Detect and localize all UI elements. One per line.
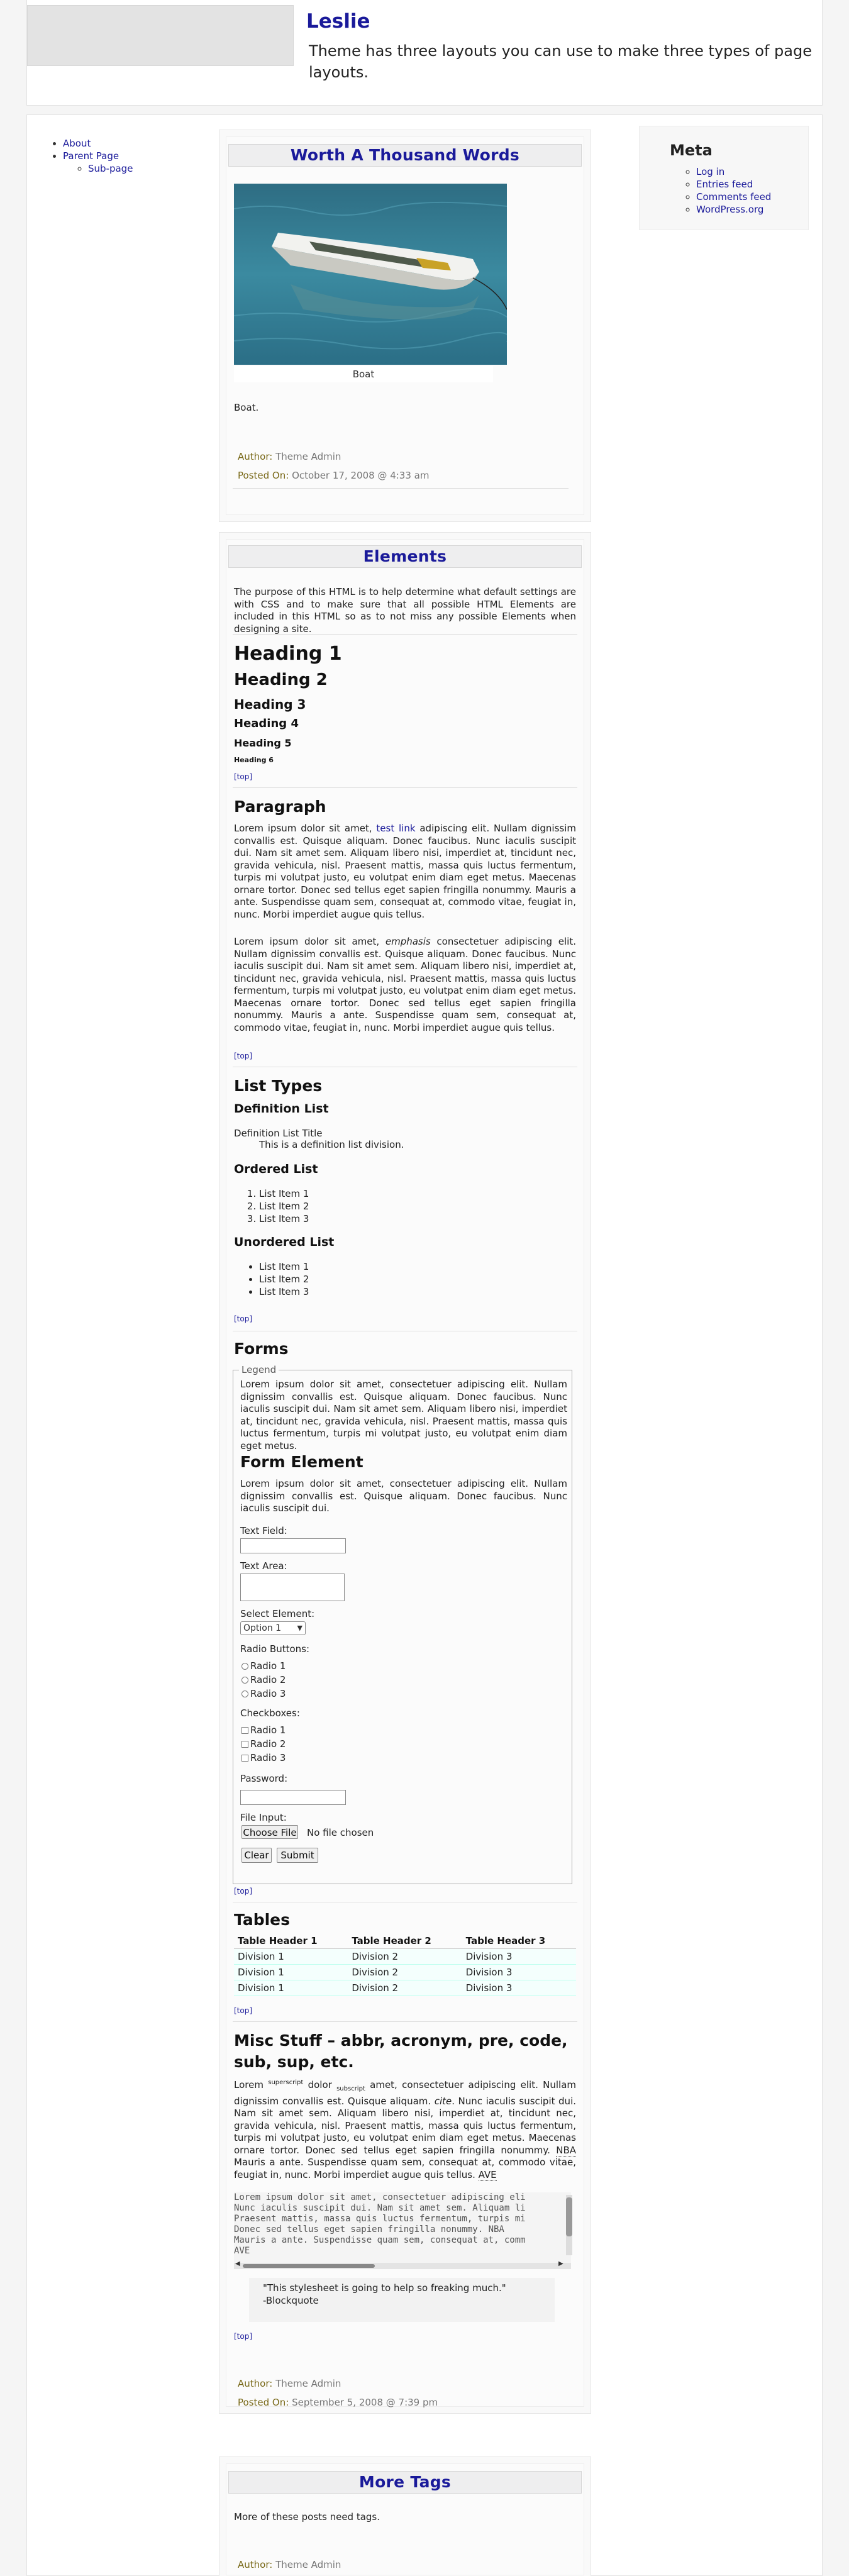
file-status: No file chosen xyxy=(307,1827,374,1838)
nav-item-sub-page[interactable]: Sub-page xyxy=(88,163,133,174)
definition-term: Definition List Title xyxy=(234,1128,323,1139)
checkbox-label-1: Radio 1 xyxy=(250,1724,286,1736)
author-name: Theme Admin xyxy=(275,451,341,462)
scroll-right-icon[interactable]: ▶ xyxy=(558,2260,563,2267)
list-item: • List Item 3 xyxy=(259,1285,309,1298)
checkbox-2[interactable] xyxy=(241,1741,248,1748)
list-item: 3. List Item 3 xyxy=(259,1213,309,1225)
unordered-list xyxy=(259,1260,309,1298)
top-link[interactable]: [top] xyxy=(234,772,253,781)
top-link[interactable]: [top] xyxy=(234,2006,253,2015)
posted-date: September 5, 2008 @ 7:39 pm xyxy=(292,2397,438,2408)
text-area-input[interactable] xyxy=(240,1574,345,1601)
posted-label: Posted On: xyxy=(238,470,289,481)
radio-button-3[interactable] xyxy=(241,1690,248,1697)
table-row: Division 1 Division 2 Division 3 xyxy=(234,1965,576,1980)
table-row: Division 1 Division 2 Division 3 xyxy=(234,1949,576,1965)
radio-label: Radio Buttons: xyxy=(240,1643,310,1655)
acronym-ave: AVE xyxy=(478,2168,497,2180)
heading-6: Heading 6 xyxy=(234,756,274,764)
author-name: Theme Admin xyxy=(275,2559,341,2570)
boat-image xyxy=(234,184,507,365)
table-header: Table Header 3 xyxy=(462,1933,576,1949)
site-description: Theme has three layouts you can use to make three types of page layouts. xyxy=(309,42,812,81)
heading-4: Heading 4 xyxy=(234,717,299,730)
author-label: Author: xyxy=(238,2559,273,2570)
author-name: Theme Admin xyxy=(275,2378,341,2389)
vertical-scrollbar[interactable] xyxy=(566,2195,572,2255)
heading-5: Heading 5 xyxy=(234,737,292,749)
heading-3: Heading 3 xyxy=(234,697,306,712)
list-types-heading: List Types xyxy=(234,1077,323,1095)
meta-link-login[interactable]: Log in xyxy=(696,166,725,177)
form-element-heading: Form Element xyxy=(240,1453,363,1471)
unordered-list-heading: Unordered List xyxy=(234,1235,335,1249)
choose-file-button[interactable]: Choose File xyxy=(241,1825,298,1839)
emphasis-text: emphasis xyxy=(385,936,431,947)
post-title-link[interactable]: Worth A Thousand Words xyxy=(228,144,582,167)
text-field-input[interactable] xyxy=(240,1538,346,1553)
post-title-link[interactable]: Elements xyxy=(228,545,582,568)
file-input-label: File Input: xyxy=(240,1812,287,1823)
tables-heading: Tables xyxy=(234,1911,291,1929)
nav-item-about[interactable]: About xyxy=(63,138,91,149)
author-label: Author: xyxy=(238,2378,273,2389)
paragraph-1: Lorem ipsum dolor sit amet, test link adipiscing elit. Nullam dignissim convallis est. Quisque aliquam. Donec faucibus. Nunc iaculis suscipit dui. Nam sit amet sem. Aliquam libero nisi, imperdiet at, tincidunt nec, gravida vehicula, nisl. Praesent mattis, massa quis luctus fermentum, turpis mi volutpat justo, eu volutpat enim diam eget metus. Maecenas ornare tortor. Donec sed tellus eget sapien fringilla nonummy. Mauris a ante. Suspendisse quam sem, consequat at, commodo vitae, feugiat in, nunc. Morbi imperdiet augue quis tellus. xyxy=(234,823,576,920)
author-label: Author: xyxy=(238,451,273,462)
definition-list-heading: Definition List xyxy=(234,1102,329,1116)
forms-heading: Forms xyxy=(234,1340,289,1358)
radio-button-2[interactable] xyxy=(241,1677,248,1684)
checkbox-3[interactable] xyxy=(241,1755,248,1762)
list-item: • List Item 2 xyxy=(259,1273,309,1285)
misc-heading: Misc Stuff – abbr, acronym, pre, code, sub, sup, etc. xyxy=(234,2031,568,2071)
meta-widget xyxy=(639,126,809,230)
table-header: Table Header 2 xyxy=(348,1933,462,1949)
legend-paragraph: Lorem ipsum dolor sit amet, consectetuer adipiscing elit. Nullam dignissim convallis est. Quisque aliquam. Donec faucibus. Nunc iaculis suscipit dui. Nam sit amet sem. Aliquam libero nisi, imperdiet at, tincidunt nec, gravida vehicula, nisl. Praesent mattis, massa quis luctus fermentum, turpis mi volutpat justo, eu volutpat enim diam eget metus. xyxy=(240,1379,567,1452)
heading-1: Heading 1 xyxy=(234,643,342,665)
text-field-label: Text Field: xyxy=(240,1525,287,1536)
misc-paragraph: Lorem $^{superscript}$ dolor $_{subscript}$ amet, consectetuer adipiscing elit. Nullam dignissim convallis est. Quisque aliquam. cite. Nunc iaculis suscipit dui. Nam sit amet sem. Aliquam libero nisi, imperdiet at, tincidunt nec, gravida vehicula, nisl. Praesent mattis, massa quis luctus fermentum, turpis mi volutpat justo, eu volutpat enim diam eget metus. Maecenas ornare tortor. Donec sed tellus eget sapien fringilla nonummy. NBA Mauris a ante. Suspendisse quam sem, consequat at, commodo vitae, feugiat in, nunc. Morbi imperdiet augue quis tellus. AVE xyxy=(234,2079,577,2180)
top-link[interactable]: [top] xyxy=(234,1052,253,1060)
post-title-link[interactable]: More Tags xyxy=(228,2471,582,2494)
site-header xyxy=(26,0,823,106)
radio-button-1[interactable] xyxy=(241,1663,248,1670)
site-title-link[interactable]: Leslie xyxy=(306,10,370,33)
password-input[interactable] xyxy=(240,1790,346,1805)
page-nav xyxy=(35,137,133,175)
checkbox-label-2: Radio 2 xyxy=(250,1738,286,1750)
checkbox-1[interactable] xyxy=(241,1727,248,1734)
post-body: More of these posts need tags. xyxy=(234,2511,380,2523)
scroll-left-icon[interactable]: ◀ xyxy=(235,2260,240,2267)
abbr-nba: NBA xyxy=(556,2144,576,2156)
submit-button[interactable]: Submit xyxy=(277,1848,318,1863)
blockquote: "This stylesheet is going to help so freaking much." -Blockquote xyxy=(249,2278,555,2322)
list-item: • List Item 1 xyxy=(259,1260,309,1273)
post-body: Boat. xyxy=(234,402,259,413)
test-link[interactable]: test link xyxy=(376,823,416,834)
posted-date: October 17, 2008 @ 4:33 am xyxy=(292,470,430,481)
pre-code-block[interactable]: Lorem ipsum dolor sit amet, consectetuer adipiscing eli Nunc iaculis suscipit dui. Nam sit amet sem. Aliquam li Praesent mattis, massa quis luctus fermentum, turpis mi Donec sed tellus eget sapien fringilla nonummy. NBA Mauris a ante. Suspendisse quam sem, consequat at, comm AVE xyxy=(234,2192,571,2263)
list-item: 2. List Item 2 xyxy=(259,1200,309,1213)
top-link[interactable]: [top] xyxy=(234,2332,253,2341)
meta-link-comments-feed[interactable]: Comments feed xyxy=(696,191,772,203)
meta-widget-title: Meta xyxy=(670,142,713,159)
clear-button[interactable]: Clear xyxy=(241,1848,272,1863)
select-dropdown[interactable]: Option 1 ▼ xyxy=(240,1621,306,1635)
table-header: Table Header 1 xyxy=(234,1933,348,1949)
meta-link-wordpress[interactable]: WordPress.org xyxy=(696,204,764,215)
nav-item-parent-page[interactable]: Parent Page xyxy=(63,150,119,162)
password-label: Password: xyxy=(240,1773,288,1784)
radio-label-3: Radio 3 xyxy=(250,1688,286,1699)
header-image-placeholder xyxy=(27,5,294,66)
select-label: Select Element: xyxy=(240,1608,315,1619)
heading-2: Heading 2 xyxy=(234,670,328,689)
paragraph-heading: Paragraph xyxy=(234,797,326,816)
checkbox-label: Checkboxes: xyxy=(240,1707,300,1719)
ordered-list xyxy=(259,1187,309,1225)
horizontal-scrollbar[interactable] xyxy=(234,2263,571,2269)
image-caption: Boat xyxy=(234,366,493,382)
radio-label-1: Radio 1 xyxy=(250,1660,286,1672)
text-area-label: Text Area: xyxy=(240,1560,287,1572)
ordered-list-heading: Ordered List xyxy=(234,1162,318,1176)
sample-table xyxy=(234,1933,576,1996)
checkbox-label-3: Radio 3 xyxy=(250,1752,286,1763)
top-link[interactable]: [top] xyxy=(234,1314,253,1323)
fieldset-legend: Legend xyxy=(239,1363,279,1376)
intro-paragraph: The purpose of this HTML is to help determine what default settings are with CSS and to make sure that all possible HTML Elements are included in this HTML so as to not miss any possible Elements when designing a site. xyxy=(234,586,576,635)
top-link[interactable]: [top] xyxy=(234,1887,253,1896)
definition-description: This is a definition list division. xyxy=(259,1139,404,1150)
posted-label: Posted On: xyxy=(238,2397,289,2408)
list-item: 1. List Item 1 xyxy=(259,1187,309,1200)
radio-label-2: Radio 2 xyxy=(250,1674,286,1685)
table-row: Division 1 Division 2 Division 3 xyxy=(234,1980,576,1996)
meta-link-entries-feed[interactable]: Entries feed xyxy=(696,179,753,190)
form-element-paragraph: Lorem ipsum dolor sit amet, consectetuer adipiscing elit. Nullam dignissim convallis est. Quisque aliquam. Donec faucibus. Nunc iaculis suscipit dui. xyxy=(240,1478,567,1514)
chevron-down-icon: ▼ xyxy=(297,1624,302,1632)
paragraph-2: Lorem ipsum dolor sit amet, emphasis consectetuer adipiscing elit. Nullam dignissim convallis est. Quisque aliquam. Donec faucibus. Nunc iaculis suscipit dui. Nam sit amet sem. Aliquam libero nisi, imperdiet at, tincidunt nec, gravida vehicula, nisl. Praesent mattis, massa quis luctus fermentum, turpis mi volutpat justo, eu volutpat enim diam eget metus. Maecenas ornare tortor. Donec sed tellus eget sapien fringilla nonummy. Mauris a ante. Suspendisse quam sem, consequat at, commodo vitae, feugiat in, nunc. Morbi imperdiet augue quis tellus. xyxy=(234,936,576,1033)
